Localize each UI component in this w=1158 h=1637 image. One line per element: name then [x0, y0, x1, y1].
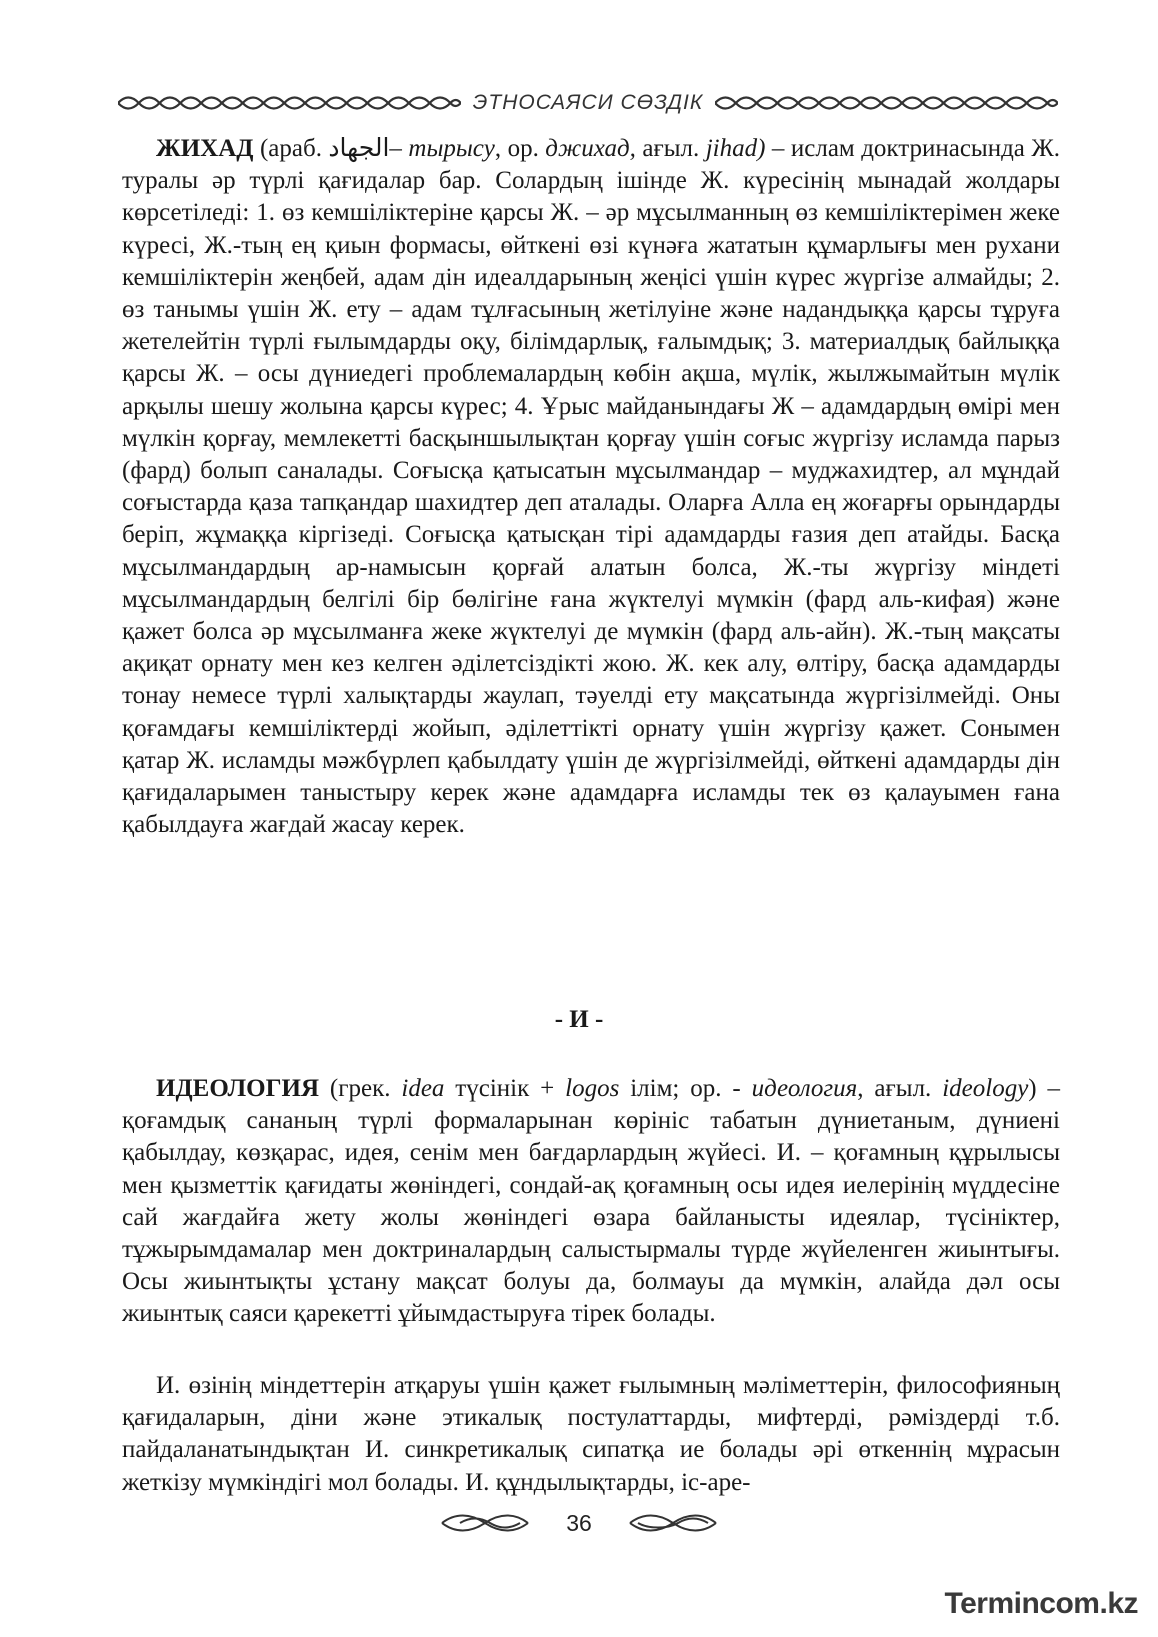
entry-term: ЖИХАД — [156, 135, 254, 162]
gloss-russian: джихад, — [545, 135, 636, 162]
greek-logos: logos — [565, 1075, 620, 1102]
etymology-text: , ор. — [494, 135, 546, 162]
page-number: 36 — [566, 1509, 592, 1536]
etymology-text: түсінік + — [444, 1075, 566, 1102]
definition-text: ) – қоғамдық сананың түрлі формаларынан көрініс табатын дүниетаным, дүниені қабылдау, көзқарас, идея, сенім мен бағдарлардың жүйесі. И. – қоғамның құрылысы мен қызметтік қағидаты жөніндегі, сондай-ақ қоғамның осы идея иелерінің мүддесіне сай жағдайға жету жолы жөніндегі өзара байланысты идеялар, түсініктер, тұжырымдамалар мен доктриналардың салыстырмалы түрде жүйеленген жиынтығы. Осы жиынтықты ұстану мақсат болуы да, болмауы да мүмкін, алайда дәл осы жиынтық саяси қарекетті ұйымдастыруға тірек болады. — [122, 1075, 1061, 1328]
gloss-russian: идеология — [751, 1075, 858, 1102]
etymology-text: (араб. — [253, 135, 329, 162]
watermark-logo: Termincom.kz — [944, 1587, 1138, 1620]
header-title: ЭТНОСАЯСИ СӨЗДІК — [472, 91, 704, 114]
etymology-text: ілім; ор. - — [619, 1075, 752, 1102]
page-footer — [0, 1508, 1158, 1538]
entry-ideology — [122, 1073, 1060, 1331]
etymology-text: ағыл. — [635, 135, 706, 162]
ornament-left-icon — [118, 92, 461, 114]
entry-jihad-paragraph — [122, 133, 1060, 841]
section-letter-heading: - И - — [554, 1006, 604, 1033]
gloss-arabic: тырысу — [408, 135, 495, 162]
entry-ideology-paragraph-2: И. өзінің міндеттерін атқаруы үшін қажет ғылымның мәліметтерін, философияның қағидаларын, діни және этикалық постулаттарды, мифтерді, рәміздерді т.б. пайдаланатындықтан И. синкретикалық сипатқа ие болады әрі өткеннің мұрасын жеткізу мүмкіндігі мол болады. И. құндылықтарды, іс-аре- — [122, 1372, 1060, 1496]
etymology-text: – — [389, 135, 409, 162]
entry-term: ИДЕОЛОГИЯ — [156, 1075, 320, 1102]
gloss-english: jihad) — [705, 135, 766, 162]
ornament-right-icon — [715, 92, 1058, 114]
greek-idea: idea — [401, 1075, 445, 1102]
entry-jihad — [122, 133, 1060, 841]
entry-ideology-continued — [122, 1370, 1060, 1499]
entry-ideology-paragraph — [122, 1073, 1060, 1331]
running-header — [118, 88, 1058, 118]
etymology-text: (грек. — [319, 1075, 402, 1102]
etymology-text: , ағыл. — [857, 1075, 943, 1102]
arabic-term: الجهاد — [328, 135, 390, 162]
definition-text: – ислам доктринасында Ж. туралы әр түрлі қағидалар бар. Солардың ішінде Ж. күресінің мынадай жолдары көрсетіледі: 1. өз кемшіліктеріне қарсы Ж. – әр мұсылманның өз кемшіліктерімен жеке күресі, Ж.-тың ең қиын формасы, өйткені өзі күнәға жататын құмарлығы мен рухани кемшіліктерін жеңбей, адам дін идеалдарының жеңісі үшін күрес жүргізе алмайды; 2. өз танымы үшін Ж. ету – адам тұлғасының жетілуіне және надандыққа қарсы тұруға жетелейтін түрлі ғылымдарды оқу, білімдарлық, ғалымдық; 3. материалдық байлыққа қарсы Ж. – осы дүниедегі проблемалардың көбін ақша, мүлік, жылжымайтын мүлік арқылы шешу жолына қарсы күрес; 4. Ұрыс майданындағы Ж – адамдардың өмірі мен мүлкін қорғау, мемлекетті басқыншылықтан қорғау үшін соғыс жүргізу исламда парыз (фард) болып саналады. Соғысқа қатысатын мұсылмандар – муджахидтер, ал мұндай соғыстарда қаза тапқандар шахидтер деп аталады. Оларға Алла ең жоғарғы орындарды беріп, жұмаққа кіргізеді. Соғысқа қатысқан тірі адамдарды ғазия деп атайды. Басқа мұсылмандардың ар-намысын қорғай алатын болса, Ж.-ты жүргізу міндеті мұсылмандардың белгілі бір бөлігіне ғана жүктелуі мүмкін (фард аль-кифая) және қажет болса әр мұсылманға жеке жүктелуі де мүмкін (фард аль-айн). Ж.-тың мақсаты ақиқат орнату мен кез келген әділетсіздікті жою. Ж. кек алу, өлтіру, басқа адамдарды тонау немесе түрлі халықтарды жаулап, тәуелді ету мақсатында жүргізілмейді. Оны қоғамдағы кемшіліктерді жойып, әділеттікті орнату үшін жүргізу қажет. Сонымен қатар Ж. исламды мәжбүрлеп қабылдату үшін де жүргізілмейді, өйткені адамдарды дін қағидаларымен таныстыру керек және адамдарға исламды тек өз қалауымен ғана қабылдауға жағдай жасау керек. — [122, 135, 1061, 839]
flourish-left-icon — [440, 1511, 530, 1535]
gloss-english: ideology — [942, 1075, 1029, 1102]
flourish-right-icon — [628, 1511, 718, 1535]
